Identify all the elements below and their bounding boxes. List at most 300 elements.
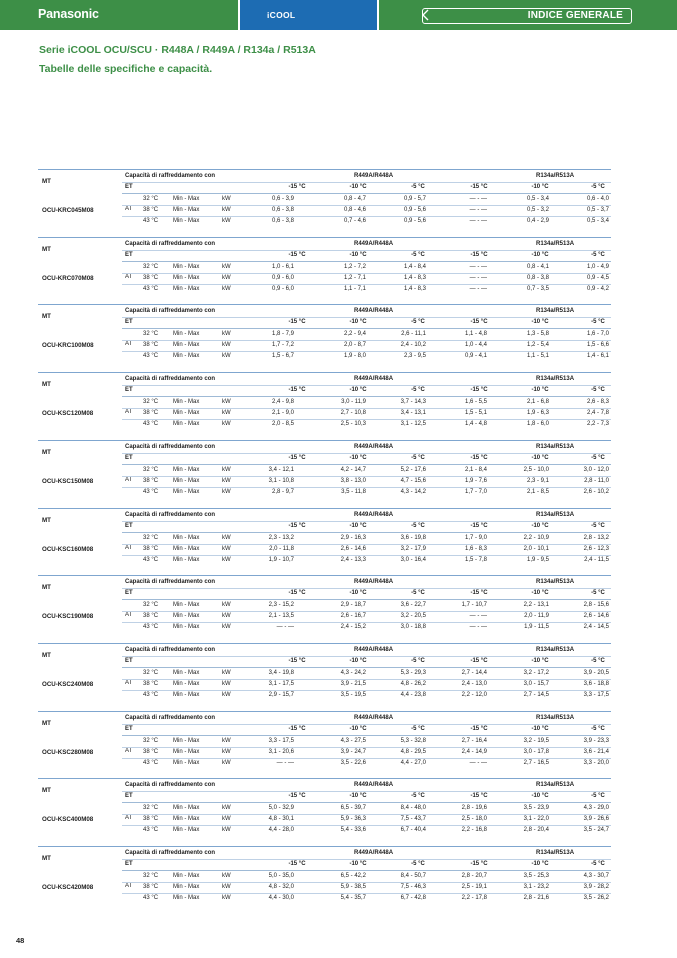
- temperature-header: -5 °C: [591, 657, 605, 664]
- mode-label: Min - Max: [173, 602, 200, 609]
- capacity-value: 2,3 - 13,2: [268, 534, 294, 541]
- spec-table: [38, 575, 611, 634]
- capacity-value: 2,7 - 10,8: [340, 410, 366, 417]
- unit-label: kW: [222, 805, 231, 812]
- refrigerant-a-label: R449A/R448A: [354, 782, 394, 789]
- et-label: ET: [125, 590, 133, 597]
- temperature-row: [122, 453, 611, 465]
- ambient-temp: 43 °C: [143, 218, 159, 224]
- mode-label: Min - Max: [173, 895, 200, 901]
- capacity-value: 1,8 - 6,0: [526, 421, 549, 428]
- temperature-header: -5 °C: [411, 861, 425, 867]
- at-label: AT: [125, 679, 133, 686]
- at-label: AT: [125, 612, 133, 619]
- ambient-temp: 32 °C: [143, 466, 159, 473]
- spec-table: [38, 304, 611, 363]
- refrigerant-b-label: R134a/R513A: [536, 443, 575, 450]
- ambient-temp: 38 °C: [143, 342, 159, 349]
- capacity-label: Capacità di raffreddamento con: [125, 511, 216, 518]
- temperature-header: -15 °C: [470, 184, 488, 190]
- unit-label: kW: [222, 353, 231, 360]
- temperature-header: -10 °C: [349, 251, 367, 258]
- capacity-value: 1,5 - 5,1: [464, 410, 487, 417]
- capacity-value: 3,1 - 10,8: [268, 477, 294, 484]
- temperature-row: [122, 182, 611, 194]
- ambient-temp: 32 °C: [143, 196, 159, 202]
- temperature-header: -15 °C: [288, 251, 306, 258]
- unit-label: kW: [222, 556, 231, 563]
- capacity-value: 2,4 - 13,3: [340, 556, 366, 563]
- temperature-header: -10 °C: [349, 387, 367, 394]
- refrigerant-a-label: R449A/R448A: [354, 443, 394, 450]
- temperature-header: -5 °C: [591, 522, 605, 529]
- unit-label: kW: [222, 477, 231, 484]
- capacity-value: — - —: [276, 624, 294, 631]
- temperature-header: -5 °C: [591, 725, 605, 732]
- capacity-value: 5,4 - 33,6: [340, 827, 366, 834]
- refrigerant-b-label: R134a/R513A: [536, 511, 575, 518]
- unit-label: kW: [222, 613, 231, 620]
- capacity-value: 4,8 - 26,2: [400, 680, 426, 687]
- group-label: MT: [42, 313, 51, 321]
- capacity-value: 1,7 - 9,0: [464, 534, 487, 541]
- table-row: [122, 893, 611, 904]
- capacity-value: 2,8 - 19,6: [461, 805, 487, 812]
- capacity-value: 3,0 - 18,8: [400, 624, 426, 631]
- capacity-value: 3,0 - 16,4: [400, 556, 426, 563]
- at-label: AT: [125, 544, 133, 551]
- capacity-value: 2,5 - 10,0: [523, 466, 549, 473]
- capacity-value: 2,1 - 9,0: [271, 410, 294, 417]
- capacity-value: 4,3 - 24,2: [340, 669, 366, 676]
- capacity-value: 1,4 - 8,3: [403, 285, 426, 292]
- mode-label: Min - Max: [173, 816, 200, 823]
- capacity-value: 2,8 - 15,6: [583, 602, 609, 609]
- temperature-header: -10 °C: [349, 793, 367, 800]
- capacity-value: 1,5 - 7,8: [464, 556, 487, 563]
- capacity-value: 2,4 - 9,8: [271, 399, 294, 406]
- capacity-value: 3,9 - 26,6: [583, 816, 609, 823]
- at-label: AT: [125, 747, 133, 754]
- capacity-value: 0,6 - 3,8: [271, 207, 294, 213]
- capacity-value: 2,0 - 8,7: [343, 342, 366, 349]
- refrigerant-a-label: R449A/R448A: [354, 511, 394, 518]
- et-label: ET: [125, 725, 133, 732]
- temperature-header: -10 °C: [531, 590, 549, 597]
- capacity-value: 1,2 - 7,1: [343, 274, 366, 281]
- temperature-header: -10 °C: [349, 522, 367, 529]
- page-subtitle: Tabelle delle specifiche e capacità.: [39, 63, 213, 75]
- capacity-value: 3,7 - 14,3: [400, 399, 426, 406]
- capacity-value: 2,3 - 15,2: [268, 602, 294, 609]
- ambient-temp: 38 °C: [143, 274, 159, 281]
- unit-label: kW: [222, 624, 231, 631]
- capacity-value: 2,4 - 7,8: [586, 410, 609, 417]
- temperature-header: -15 °C: [470, 725, 488, 732]
- capacity-value: 0,8 - 4,1: [526, 263, 549, 270]
- group-label: MT: [42, 178, 51, 185]
- capacity-value: 2,8 - 9,7: [271, 488, 294, 495]
- brand-logo: Panasonic: [38, 7, 99, 21]
- capacity-label: Capacità di raffreddamento con: [125, 308, 216, 315]
- temperature-header: -5 °C: [411, 590, 425, 597]
- capacity-value: 2,4 - 10,2: [400, 342, 426, 349]
- capacity-value: 1,9 - 9,5: [526, 556, 549, 563]
- mode-label: Min - Max: [173, 680, 200, 687]
- capacity-value: 2,2 - 13,1: [523, 602, 549, 609]
- capacity-value: 3,6 - 19,8: [400, 534, 426, 541]
- capacity-value: 1,4 - 8,4: [403, 263, 426, 270]
- table-row: [122, 216, 611, 227]
- mode-label: Min - Max: [173, 285, 200, 292]
- capacity-value: 1,9 - 7,6: [464, 477, 487, 484]
- spec-table: [38, 440, 611, 499]
- capacity-value: 2,5 - 18,0: [461, 816, 487, 823]
- mode-label: Min - Max: [173, 534, 200, 541]
- capacity-value: 2,8 - 20,7: [461, 873, 487, 879]
- capacity-value: 1,1 - 4,8: [464, 331, 487, 338]
- capacity-value: 2,7 - 16,4: [461, 737, 487, 744]
- capacity-value: 2,2 - 9,4: [343, 331, 366, 338]
- capacity-value: 5,0 - 32,9: [268, 805, 294, 812]
- capacity-value: 1,4 - 6,1: [586, 353, 609, 360]
- unit-label: kW: [222, 410, 231, 417]
- capacity-value: 1,6 - 8,3: [464, 545, 487, 552]
- temperature-header: -15 °C: [288, 387, 306, 394]
- ambient-temp: 32 °C: [143, 737, 159, 744]
- capacity-value: 1,4 - 8,3: [403, 274, 426, 281]
- refrigerant-b-label: R134a/R513A: [536, 173, 575, 179]
- spec-table: [38, 778, 611, 837]
- capacity-value: — - —: [469, 263, 487, 270]
- ambient-temp: 43 °C: [143, 556, 159, 563]
- spec-table: [38, 711, 611, 770]
- temperature-row: [122, 521, 611, 533]
- capacity-value: 4,7 - 15,6: [400, 477, 426, 484]
- capacity-value: 2,2 - 17,8: [461, 895, 487, 901]
- ambient-temp: 32 °C: [143, 873, 159, 879]
- capacity-value: 1,8 - 7,9: [271, 331, 294, 338]
- unit-label: kW: [222, 884, 231, 890]
- model-code: OCU-KSC420M08: [42, 884, 94, 891]
- temperature-header: -15 °C: [470, 319, 488, 326]
- capacity-value: 2,0 - 10,1: [523, 545, 549, 552]
- mode-label: Min - Max: [173, 759, 200, 766]
- capacity-value: 0,8 - 4,6: [343, 207, 366, 213]
- capacity-value: 0,5 - 3,4: [586, 218, 609, 224]
- temperature-header: -15 °C: [288, 184, 306, 190]
- capacity-value: 4,4 - 27,0: [400, 759, 426, 766]
- temperature-header: -5 °C: [411, 793, 425, 800]
- capacity-value: 2,2 - 7,3: [586, 421, 609, 428]
- capacity-value: 2,4 - 15,2: [340, 624, 366, 631]
- at-label: AT: [125, 341, 133, 348]
- et-label: ET: [125, 861, 133, 867]
- capacity-value: 1,9 - 6,3: [526, 410, 549, 417]
- refrigerant-a-label: R449A/R448A: [354, 579, 394, 586]
- ambient-temp: 43 °C: [143, 691, 159, 698]
- mode-label: Min - Max: [173, 410, 200, 417]
- capacity-value: 2,1 - 8,5: [526, 488, 549, 495]
- capacity-value: 0,5 - 3,2: [526, 207, 549, 213]
- temperature-header: -5 °C: [591, 454, 605, 461]
- temperature-row: [122, 859, 611, 871]
- capacity-value: 3,3 - 17,5: [583, 691, 609, 698]
- capacity-value: 6,5 - 39,7: [340, 805, 366, 812]
- temperature-header: -10 °C: [349, 725, 367, 732]
- capacity-value: 0,9 - 6,0: [271, 285, 294, 292]
- ambient-temp: 38 °C: [143, 477, 159, 484]
- unit-label: kW: [222, 680, 231, 687]
- temperature-header: -10 °C: [531, 861, 549, 867]
- capacity-value: 3,9 - 21,5: [340, 680, 366, 687]
- capacity-value: 2,7 - 16,5: [523, 759, 549, 766]
- temperature-header: -15 °C: [470, 251, 488, 258]
- capacity-value: 3,9 - 24,7: [340, 748, 366, 755]
- mode-label: Min - Max: [173, 218, 200, 224]
- capacity-value: 5,9 - 36,3: [340, 816, 366, 823]
- table-row: [122, 351, 611, 362]
- capacity-value: 1,4 - 4,8: [464, 421, 487, 428]
- table-row: [122, 622, 611, 633]
- at-label: AT: [125, 409, 133, 416]
- ambient-temp: 32 °C: [143, 534, 159, 541]
- temperature-header: -5 °C: [411, 184, 425, 190]
- model-code: OCU-KRC070M08: [42, 274, 94, 282]
- capacity-value: 1,7 - 7,2: [271, 342, 294, 349]
- et-label: ET: [125, 793, 133, 800]
- capacity-value: 0,6 - 3,9: [271, 196, 294, 202]
- capacity-value: 2,6 - 8,3: [586, 399, 609, 406]
- mode-label: Min - Max: [173, 399, 200, 406]
- capacity-value: 3,2 - 20,5: [400, 613, 426, 620]
- temperature-header: -15 °C: [288, 657, 306, 664]
- temperature-header: -5 °C: [591, 590, 605, 597]
- unit-label: kW: [222, 399, 231, 406]
- model-code: OCU-KSC190M08: [42, 613, 94, 621]
- model-code: OCU-KSC400M08: [42, 816, 94, 824]
- capacity-value: 3,4 - 12,1: [268, 466, 294, 473]
- capacity-value: 0,5 - 3,4: [526, 196, 549, 202]
- ambient-temp: 43 °C: [143, 759, 159, 766]
- temperature-header: -10 °C: [531, 454, 549, 461]
- capacity-value: 0,9 - 4,2: [586, 285, 609, 292]
- group-label: MT: [42, 516, 51, 524]
- spec-table: [38, 508, 611, 567]
- temperature-header: -15 °C: [470, 657, 488, 664]
- group-label: MT: [42, 584, 51, 592]
- ambient-temp: 38 °C: [143, 410, 159, 417]
- temperature-header: -10 °C: [349, 319, 367, 326]
- capacity-value: 1,5 - 6,7: [271, 353, 294, 360]
- capacity-label: Capacità di raffreddamento con: [125, 240, 216, 247]
- at-label: AT: [125, 206, 133, 212]
- refrigerant-b-label: R134a/R513A: [536, 782, 575, 789]
- capacity-value: 0,8 - 4,7: [343, 196, 366, 202]
- ambient-temp: 43 °C: [143, 421, 159, 428]
- temperature-header: -5 °C: [411, 251, 425, 258]
- et-label: ET: [125, 184, 133, 190]
- ambient-temp: 38 °C: [143, 545, 159, 552]
- capacity-value: 2,2 - 12,0: [461, 691, 487, 698]
- et-label: ET: [125, 387, 133, 394]
- et-label: ET: [125, 319, 133, 326]
- temperature-header: -15 °C: [288, 861, 306, 867]
- capacity-value: 2,8 - 20,4: [523, 827, 549, 834]
- model-code: OCU-KRC045M08: [42, 207, 94, 214]
- tab-icool[interactable]: [240, 0, 377, 30]
- temperature-header: -10 °C: [531, 387, 549, 394]
- capacity-value: 1,0 - 4,4: [464, 342, 487, 349]
- capacity-value: 4,3 - 29,0: [583, 805, 609, 812]
- temperature-header: -15 °C: [288, 590, 306, 597]
- temperature-header: -5 °C: [591, 793, 605, 800]
- unit-label: kW: [222, 759, 231, 766]
- capacity-value: 3,6 - 21,4: [583, 748, 609, 755]
- refrigerant-a-label: R449A/R448A: [354, 646, 394, 653]
- temperature-header: -15 °C: [288, 454, 306, 461]
- capacity-value: 1,1 - 7,1: [343, 285, 366, 292]
- capacity-value: 8,4 - 50,7: [400, 873, 426, 879]
- table-row: [122, 758, 611, 769]
- capacity-label: Capacità di raffreddamento con: [125, 646, 216, 653]
- ambient-temp: 38 °C: [143, 816, 159, 823]
- capacity-value: 0,9 - 5,6: [403, 207, 426, 213]
- capacity-value: — - —: [469, 285, 487, 292]
- ambient-temp: 32 °C: [143, 399, 159, 406]
- unit-label: kW: [222, 895, 231, 901]
- general-index-button[interactable]: [422, 8, 632, 24]
- capacity-value: 3,5 - 11,8: [341, 488, 366, 495]
- capacity-value: — - —: [469, 759, 487, 766]
- capacity-value: 3,5 - 23,9: [523, 805, 549, 812]
- temperature-header: -5 °C: [411, 454, 425, 461]
- ambient-temp: 32 °C: [143, 263, 159, 270]
- temperature-header: -15 °C: [288, 793, 306, 800]
- temperature-header: -5 °C: [591, 861, 605, 867]
- capacity-value: 0,4 - 2,9: [526, 218, 549, 224]
- unit-label: kW: [222, 207, 231, 213]
- capacity-value: 2,9 - 16,3: [340, 534, 366, 541]
- temperature-header: -5 °C: [591, 319, 605, 326]
- capacity-value: 2,7 - 14,5: [523, 691, 549, 698]
- capacity-value: 0,9 - 4,1: [464, 353, 487, 360]
- mode-label: Min - Max: [173, 613, 200, 620]
- capacity-value: 1,6 - 5,5: [464, 399, 487, 406]
- capacity-value: 2,2 - 10,9: [523, 534, 549, 541]
- capacity-value: 7,5 - 46,3: [400, 884, 426, 890]
- spec-table: [38, 846, 611, 905]
- capacity-value: 3,3 - 17,5: [268, 737, 294, 744]
- temperature-header: -15 °C: [288, 725, 306, 732]
- capacity-value: 3,4 - 19,8: [268, 669, 294, 676]
- capacity-value: 3,1 - 20,6: [268, 748, 294, 755]
- capacity-value: 8,4 - 48,0: [400, 805, 426, 812]
- capacity-value: — - —: [469, 218, 487, 224]
- spec-table: [38, 643, 611, 702]
- capacity-value: 2,2 - 16,8: [461, 827, 487, 834]
- refrigerant-a-label: R449A/R448A: [354, 376, 394, 383]
- model-code: OCU-KSC160M08: [42, 545, 94, 553]
- capacity-value: 2,4 - 13,0: [461, 680, 487, 687]
- chevron-left-icon[interactable]: [420, 8, 432, 22]
- mode-label: Min - Max: [173, 196, 200, 202]
- temperature-header: -10 °C: [349, 657, 367, 664]
- capacity-value: 0,9 - 6,0: [271, 274, 294, 281]
- divider: [238, 0, 240, 30]
- mode-label: Min - Max: [173, 421, 200, 428]
- mode-label: Min - Max: [173, 669, 200, 676]
- capacity-value: 3,2 - 17,9: [400, 545, 426, 552]
- capacity-label: Capacità di raffreddamento con: [125, 850, 216, 856]
- temperature-header: -10 °C: [531, 251, 549, 258]
- unit-label: kW: [222, 342, 231, 349]
- et-label: ET: [125, 251, 133, 258]
- capacity-value: 3,2 - 19,5: [523, 737, 549, 744]
- unit-label: kW: [222, 873, 231, 879]
- mode-label: Min - Max: [173, 263, 200, 270]
- capacity-value: 2,0 - 8,5: [271, 421, 294, 428]
- group-label: MT: [42, 855, 51, 862]
- temperature-header: -15 °C: [470, 793, 488, 800]
- capacity-value: — - —: [469, 274, 487, 281]
- capacity-value: 3,3 - 20,0: [583, 759, 609, 766]
- ambient-temp: 38 °C: [143, 884, 159, 890]
- mode-label: Min - Max: [173, 805, 200, 812]
- capacity-value: 0,9 - 5,7: [403, 196, 426, 202]
- temperature-row: [122, 656, 611, 668]
- temperature-header: -15 °C: [470, 861, 488, 867]
- unit-label: kW: [222, 827, 231, 834]
- capacity-value: 4,8 - 32,0: [268, 884, 294, 890]
- unit-label: kW: [222, 737, 231, 744]
- et-label: ET: [125, 454, 133, 461]
- mode-label: Min - Max: [173, 873, 200, 879]
- unit-label: kW: [222, 602, 231, 609]
- ambient-temp: 43 °C: [143, 895, 159, 901]
- temperature-row: [122, 588, 611, 600]
- unit-label: kW: [222, 285, 231, 292]
- refrigerant-b-label: R134a/R513A: [536, 376, 575, 383]
- capacity-label: Capacità di raffreddamento con: [125, 714, 216, 721]
- capacity-value: 1,7 - 10,7: [461, 602, 487, 609]
- capacity-value: 5,3 - 29,3: [400, 669, 426, 676]
- unit-label: kW: [222, 545, 231, 552]
- mode-label: Min - Max: [173, 477, 200, 484]
- capacity-value: 3,5 - 25,3: [523, 873, 549, 879]
- capacity-value: 3,0 - 15,7: [523, 680, 549, 687]
- capacity-value: — - —: [469, 613, 487, 620]
- at-label: AT: [125, 273, 133, 280]
- capacity-value: 2,6 - 12,3: [583, 545, 609, 552]
- ambient-temp: 38 °C: [143, 680, 159, 687]
- refrigerant-b-label: R134a/R513A: [536, 850, 575, 856]
- capacity-value: 3,1 - 17,5: [268, 680, 294, 687]
- capacity-label: Capacità di raffreddamento con: [125, 376, 216, 383]
- capacity-value: 0,7 - 4,6: [343, 218, 366, 224]
- capacity-value: 3,2 - 17,2: [523, 669, 549, 676]
- temperature-header: -15 °C: [288, 319, 306, 326]
- refrigerant-b-label: R134a/R513A: [536, 579, 575, 586]
- temperature-header: -10 °C: [531, 184, 549, 190]
- capacity-value: 4,4 - 23,8: [400, 691, 426, 698]
- temperature-row: [122, 317, 611, 329]
- capacity-value: 2,3 - 9,1: [526, 477, 549, 484]
- capacity-value: 3,9 - 28,2: [583, 884, 609, 890]
- unit-label: kW: [222, 263, 231, 270]
- ambient-temp: 32 °C: [143, 669, 159, 676]
- temperature-header: -10 °C: [531, 793, 549, 800]
